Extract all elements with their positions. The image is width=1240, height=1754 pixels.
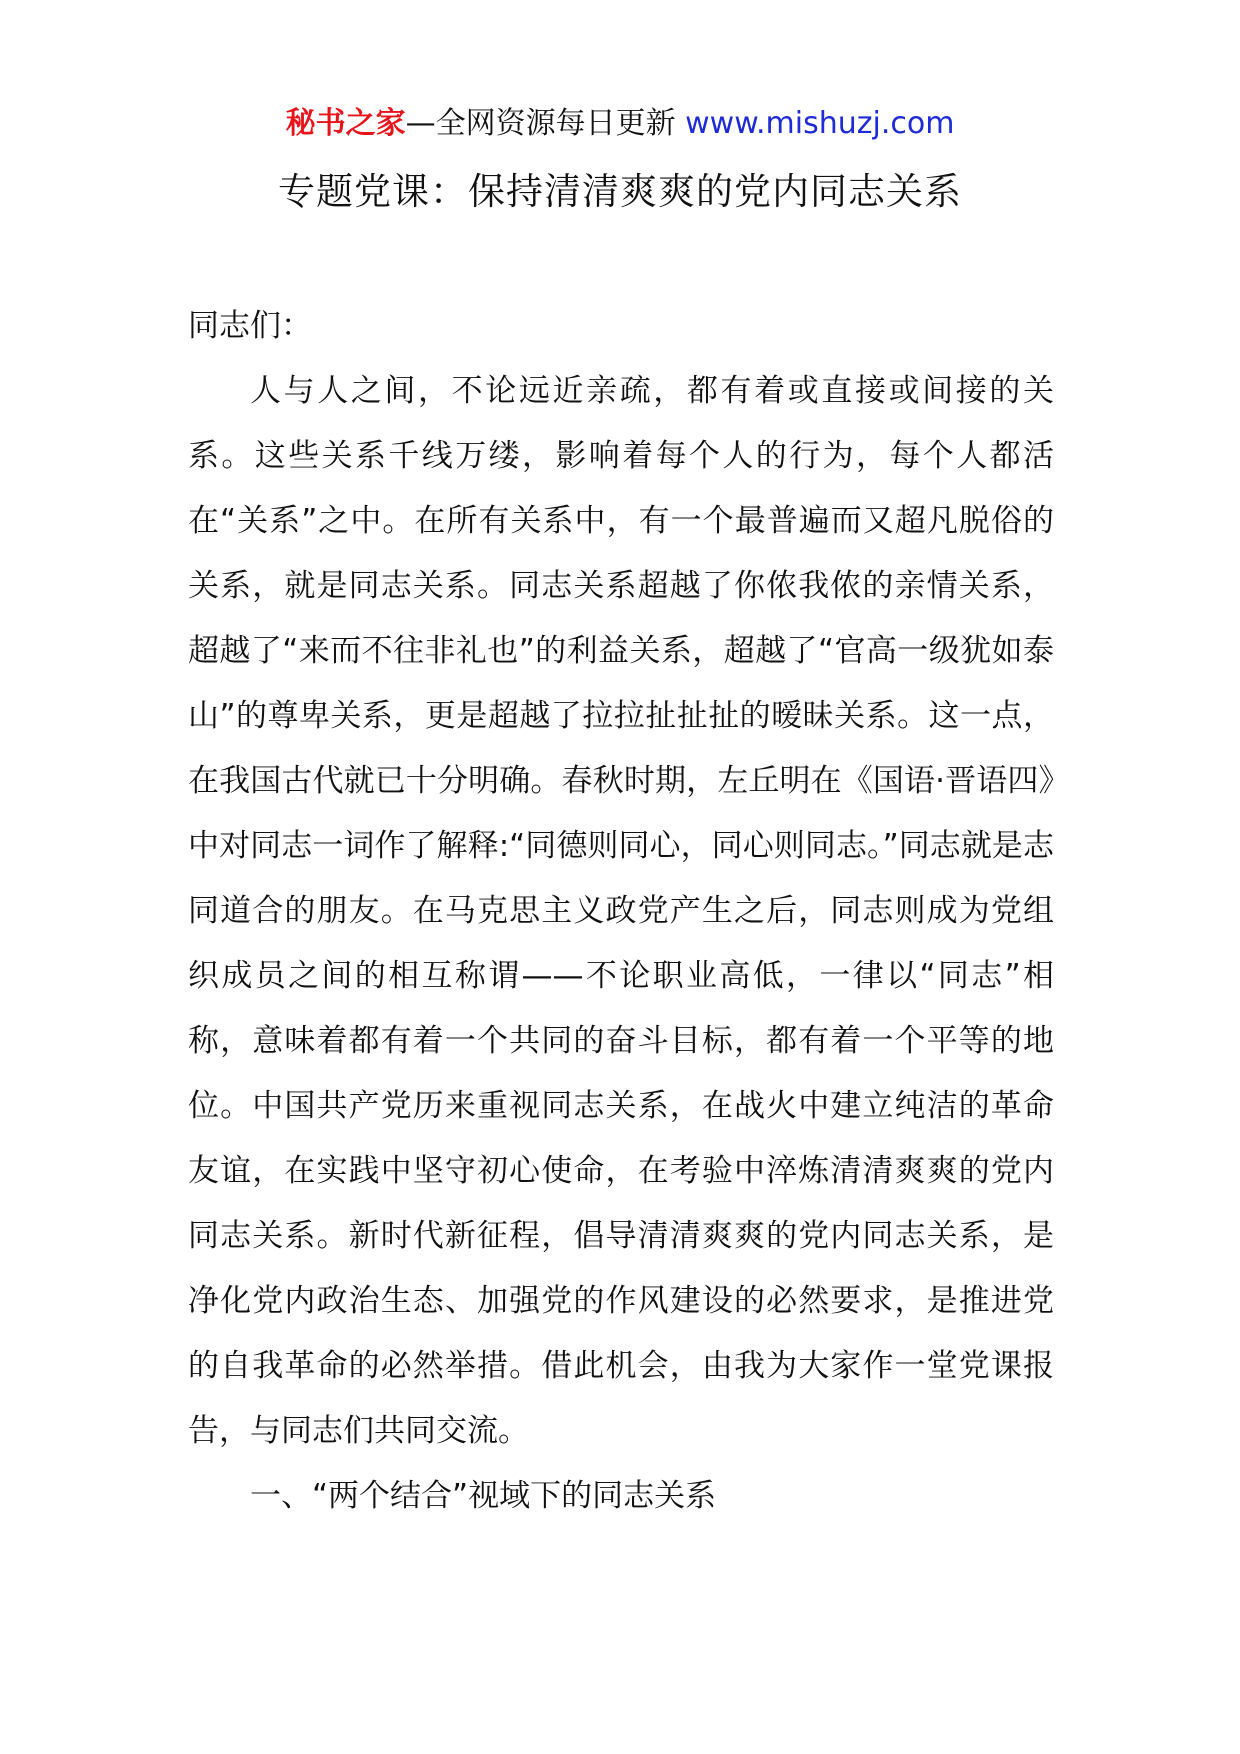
document-title: 专题党课：保持清清爽爽的党内同志关系 xyxy=(278,170,962,213)
body-paragraph: 人与人之间，不论远近亲疏，都有着或直接或间接的关系。这些关系千线万缕，影响着每个人的行为，每个人都活在“关系”之中。在所有关系中，有一个最普遍而又超凡脱俗的关系，就是同志关系。同志关系超越了你侬我侬的亲情关系，超越了“来而不往非礼也”的利益关系，超越了“官高一级犹如泰山”的尊卑关系，更是超越了拉拉扯扯扯的暧昧关系。这一点，在我国古代就已十分明确。春秋时期，左丘明在《国语·晋语四》中对同志一词作了解释:“同德则同心，同心则同志。”同志就是志同道合的朋友。在马克思主义政党产生之后，同志则成为党组织成员之间的相互称谓——不论职业高低，一律以“同志”相称，意味着都有着一个共同的奋斗目标，都有着一个平等的地位。中国共产党历来重视同志关系，在战火中建立纯洁的革命友谊，在实践中坚守初心使命，在考验中淬炼清清爽爽的党内同志关系。新时代新征程，倡导清清爽爽的党内同志关系，是净化党内政治生态、加强党的作风建设的必然要求，是推进党的自我革命的必然举措。借此机会，由我为大家作一堂党课报告，与同志们共同交流。 xyxy=(188,373,1054,1449)
site-header xyxy=(0,102,1240,146)
document-body xyxy=(188,294,1054,1529)
site-name: 秘书之家 xyxy=(285,106,406,141)
section-heading: 一、“两个结合”视域下的同志关系 xyxy=(250,1478,717,1514)
site-url-link[interactable]: www.mishuzj.com xyxy=(685,106,955,141)
salutation: 同志们： xyxy=(188,308,312,344)
site-tagline: —全网资源每日更新 xyxy=(405,106,676,141)
